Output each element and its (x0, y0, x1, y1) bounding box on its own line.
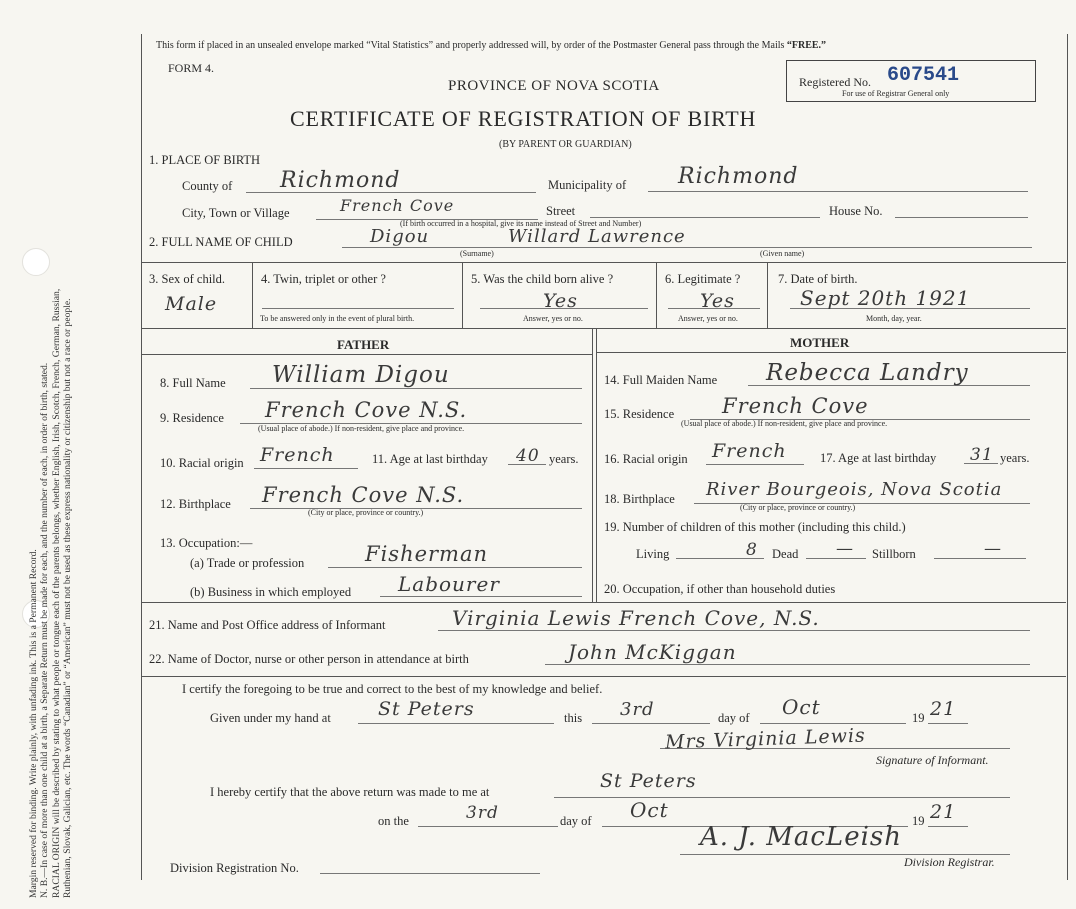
certify-text: I certify the foregoing to be true and correct to the best of my knowledge and belief. (182, 682, 603, 696)
father-occupation-label: 13. Occupation:— (160, 536, 253, 550)
child-surname: Digou (370, 226, 430, 247)
father-age-label: 11. Age at last birthday (372, 452, 488, 466)
postal-notice-text: This form if placed in an unsealed envelope marked “Vital Statistics” and properly addressed will, by order of the Postmaster General pass through the Mails (156, 40, 785, 51)
father-racial-label: 10. Racial origin (160, 456, 244, 470)
postal-notice (156, 40, 826, 51)
registered-box (786, 60, 1036, 102)
mother-abode-note: (Usual place of abode.) If non-resident, give place and province. (681, 419, 888, 428)
county-value: Richmond (280, 168, 401, 193)
given-place: St Peters (378, 698, 475, 720)
mother-years: years. (1000, 451, 1030, 465)
given-day: 3rd (620, 699, 655, 720)
margin-line-2: N. B.—In case of more than one child at a birth, a Separate Return must be made for each, and the number of each, in order of birth, stated. (39, 362, 51, 898)
living-value: 8 (746, 540, 758, 560)
return-day: 3rd (466, 803, 499, 823)
given-name-note: (Given name) (760, 249, 805, 258)
alive-value: Yes (543, 290, 578, 312)
living-label: Living (636, 547, 670, 561)
father-birthplace-value: French Cove N.S. (262, 483, 465, 507)
mother-name-value: Rebecca Landry (766, 360, 969, 386)
city-label: City, Town or Village (182, 206, 290, 220)
dob-value: Sept 20th 1921 (800, 286, 971, 310)
legit-note: Answer, yes or no. (678, 314, 738, 323)
alive-label: 5. Was the child born alive ? (471, 272, 614, 286)
signature-of-informant-label: Signature of Informant. (876, 753, 989, 767)
father-trade-value: Fisherman (365, 542, 489, 566)
house-label: House No. (829, 204, 883, 218)
father-business-label: (b) Business in which employed (190, 585, 352, 599)
mother-birthplace-label: 18. Birthplace (604, 492, 675, 506)
city-value: French Cove (340, 196, 455, 215)
twin-note: To be answered only in the event of plural birth. (260, 314, 415, 323)
return-certify-text: I hereby certify that the above return was made to me at (210, 785, 490, 799)
given-year-prefix: 19 (912, 711, 925, 725)
street-label: Street (546, 204, 576, 218)
given-under-hand-label: Given under my hand at (210, 711, 331, 725)
mother-racial-label: 16. Racial origin (604, 452, 688, 466)
certificate-subtitle: (BY PARENT OR GUARDIAN) (499, 139, 632, 150)
on-the-label: on the (378, 814, 409, 828)
margin-line-1: Margin reserved for binding. Write plainly, with unfading ink. This is a Permanent Record. (28, 549, 39, 898)
margin-line-3: RACIAL ORIGIN will be described by stating to what people or tongue each of the parents belongs, whether English, Irish, Scotch, French, German, Russian, (50, 288, 62, 898)
postal-notice-free: “FREE.” (786, 40, 827, 51)
informant-label: 21. Name and Post Office address of Informant (149, 618, 386, 632)
legit-label: 6. Legitimate ? (665, 272, 741, 286)
stillborn-value: — (984, 539, 1002, 559)
this-label: this (564, 711, 583, 725)
mother-children-label: 19. Number of children of this mother (including this child.) (604, 520, 906, 534)
father-city-note: (City or place, province or country.) (308, 508, 424, 517)
county-label: County of (182, 179, 233, 193)
father-birthplace-label: 12. Birthplace (160, 497, 231, 511)
father-years: years. (549, 452, 579, 466)
father-abode-note: (Usual place of abode.) If non-resident, give place and province. (258, 424, 465, 433)
father-business-value: Labourer (398, 572, 500, 596)
child-name-label: 2. FULL NAME OF CHILD (149, 235, 293, 249)
father-res-value: French Cove N.S. (265, 398, 468, 422)
dead-value: — (836, 539, 854, 559)
twin-label: 4. Twin, triplet or other ? (261, 272, 386, 286)
return-day-of-label: day of (560, 814, 592, 828)
sex-value: Male (165, 293, 218, 315)
return-month: Oct (630, 798, 669, 822)
doctor-value: John McKiggan (568, 640, 737, 664)
mother-age-label: 17. Age at last birthday (820, 451, 937, 465)
alive-note: Answer, yes or no. (523, 314, 583, 323)
registered-number: 607541 (887, 64, 960, 87)
hospital-note: (If birth occurred in a hospital, give its name instead of Street and Number) (400, 219, 642, 228)
dead-label: Dead (772, 547, 799, 561)
mother-name-label: 14. Full Maiden Name (604, 373, 718, 387)
municipality-value: Richmond (678, 164, 799, 189)
informant-signature: Mrs Virginia Lewis (664, 724, 867, 754)
father-age-value: 40 (516, 446, 540, 466)
mother-occupation-label: 20. Occupation, if other than household duties (604, 582, 836, 596)
father-res-label: 9. Residence (160, 411, 224, 425)
father-heading: FATHER (337, 337, 390, 352)
municipality-label: Municipality of (548, 178, 627, 192)
father-trade-label: (a) Trade or profession (190, 556, 305, 570)
margin-line-4: Ruthenian, Slovak, Galician, etc. The words “Canadian” or “American” must not be used as these express nationality or citizenship but not a race or people. (62, 298, 74, 898)
stillborn-label: Stillborn (872, 547, 916, 561)
given-day-of-label: day of (718, 711, 750, 725)
return-place: St Peters (600, 770, 697, 792)
mother-heading: MOTHER (790, 335, 850, 350)
legit-value: Yes (700, 290, 735, 312)
mother-res-value: French Cove (722, 394, 869, 418)
mother-birthplace-value: River Bourgeois, Nova Scotia (706, 479, 1003, 500)
given-month: Oct (782, 695, 821, 719)
surname-note: (Surname) (460, 249, 494, 258)
return-year-prefix: 19 (912, 814, 925, 828)
father-name-label: 8. Full Name (160, 376, 226, 390)
division-registrar-label: Division Registrar. (904, 855, 995, 869)
sex-label: 3. Sex of child. (149, 272, 226, 286)
mother-city-note: (City or place, province or country.) (740, 503, 856, 512)
registrar-signature: A. J. MacLeish (700, 822, 902, 852)
return-year: 21 (930, 801, 957, 823)
father-racial-value: French (260, 444, 335, 466)
certificate-title: CERTIFICATE OF REGISTRATION OF BIRTH (290, 106, 757, 131)
registered-label: Registered No. (799, 75, 871, 89)
father-name-value: William Digou (272, 362, 450, 388)
form-number: FORM 4. (168, 61, 215, 75)
mother-age-value: 31 (970, 445, 994, 465)
margin-instructions (28, 8, 74, 898)
doctor-label: 22. Name of Doctor, nurse or other person in attendance at birth (149, 652, 469, 666)
child-given-name: Willard Lawrence (508, 226, 686, 247)
informant-value: Virginia Lewis French Cove, N.S. (452, 606, 820, 630)
province-heading: PROVINCE OF NOVA SCOTIA (448, 78, 660, 94)
mother-res-label: 15. Residence (604, 407, 675, 421)
dob-note: Month, day, year. (866, 314, 922, 323)
division-registration-label: Division Registration No. (170, 861, 299, 875)
place-of-birth-label: 1. PLACE OF BIRTH (149, 153, 261, 167)
mother-racial-value: French (712, 440, 787, 462)
dob-label: 7. Date of birth. (778, 272, 858, 286)
given-year: 21 (930, 698, 957, 720)
registered-note: For use of Registrar General only (842, 89, 950, 98)
